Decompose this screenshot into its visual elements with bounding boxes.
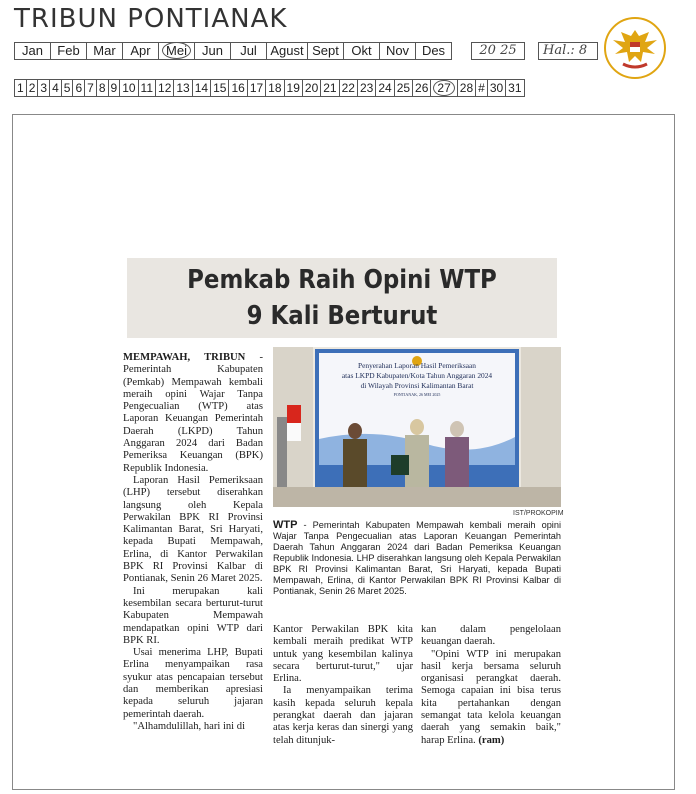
day-26[interactable]: 26: [412, 79, 431, 97]
day-12[interactable]: 12: [155, 79, 174, 97]
paragraph: Laporan Hasil Pemeriksaan (LHP) tersebut diserahkan langsung oleh Kepala Perwakilan BPK RI Provinsi Kalimantan Barat, Sri Haryati, kepada Bupati Mempawah, Erlina, di Kantor Perwakilan BPK RI Provinsi Kalbar di Pontianak, Senin 26 Maret 2025.: [123, 474, 263, 585]
month-okt[interactable]: Okt: [343, 42, 380, 60]
day-17[interactable]: 17: [247, 79, 266, 97]
day-15[interactable]: 15: [210, 79, 229, 97]
day-1[interactable]: 1: [14, 79, 27, 97]
photo-credit: IST/PROKOPIM: [513, 510, 564, 517]
month-des[interactable]: Des: [415, 42, 452, 60]
paragraph: Ini merupakan kali kesembilan secara berturut-turut Kabupaten Mempawah mendapatkan opini WTP dari BPK RI.: [123, 585, 263, 646]
day-30[interactable]: 30: [487, 79, 506, 97]
day-8[interactable]: 8: [96, 79, 109, 97]
news-clipping: [123, 254, 563, 754]
caption-text: - Pemerintah Kabupaten Mempawah kembali meraih opini Wajar Tanpa Pengecualian atas Laporan Keuangan Pemerintah Daerah Tahun Anggaran 2024 dari Badan Pemeriksa Keuangan Republik Indonesia. LHP diserahkan langsung oleh Kepala Perwakilan BPK RI Provinsi Kalimantan Barat, Sri Haryati, kepada Bupati Mempawah, Erlina, di Kantor Perwakilan BPK RI Provinsi Kalbar di Pontianak, Senin 26 Maret 2025.: [273, 520, 561, 596]
day-7[interactable]: 7: [84, 79, 97, 97]
day-18[interactable]: 18: [265, 79, 284, 97]
month-mar[interactable]: Mar: [86, 42, 123, 60]
month-jun[interactable]: Jun: [194, 42, 231, 60]
headline: [153, 262, 531, 334]
headline-block: [127, 258, 557, 338]
month-agust[interactable]: Agust: [266, 42, 308, 60]
day-23[interactable]: 23: [357, 79, 376, 97]
paragraph: "Alhamdulillah, hari ini di: [133, 720, 246, 732]
day-14[interactable]: 14: [192, 79, 211, 97]
day-31[interactable]: 31: [505, 79, 524, 97]
author-signature: (ram): [478, 734, 505, 746]
headline-line-1: Pemkab Raih Opini WTP: [187, 265, 497, 295]
selected-month: Mei: [162, 42, 191, 59]
photo-banner-text: [323, 361, 511, 399]
day-19[interactable]: 19: [284, 79, 303, 97]
selected-day: 27: [433, 80, 454, 96]
day-27[interactable]: [430, 79, 457, 97]
month-sept[interactable]: Sept: [307, 42, 344, 60]
day-21[interactable]: 21: [320, 79, 339, 97]
day-29[interactable]: #: [475, 79, 488, 97]
publication-title: TRIBUN PONTIANAK: [14, 4, 288, 34]
day-5[interactable]: 5: [61, 79, 74, 97]
paragraph: kan dalam pengelolaan keuangan daerah.: [421, 624, 561, 648]
banner-place-date: PONTIANAK, 26 MEI 2025: [393, 392, 441, 397]
paragraph: "Opini WTP ini merupakan hasil kerja bersama seluruh organisasi perangkat daerah. Semoga capaian ini bisa terus kita pertahankan dengan semangat tata kelola keuangan daerah yang semakin baik," harap Erlina.: [421, 648, 561, 746]
month-nov[interactable]: Nov: [379, 42, 416, 60]
paragraph: Usai menerima LHP, Bupati Erlina menyampaikan rasa syukur atas pencapaian tersebut dan memberikan apresiasi kepada seluruh jajaran pemerintah daerah.: [123, 647, 263, 720]
day-25[interactable]: 25: [394, 79, 413, 97]
month-jul[interactable]: Jul: [230, 42, 267, 60]
paragraph: Kantor Perwakilan BPK kita kembali meraih predikat WTP untuk yang kesembilan kalinya secara berturut-turut," ujar Erlina.: [273, 624, 413, 685]
month-jan[interactable]: Jan: [14, 42, 51, 60]
day-20[interactable]: 20: [302, 79, 321, 97]
article-column-3: [421, 624, 561, 747]
garuda-emblem-icon: [603, 16, 667, 80]
day-6[interactable]: 6: [72, 79, 85, 97]
paragraph: - Pemerintah Kabupaten (Pemkab) Mempawah kembali meraih opini Wajar Tanpa Pengecualian (WTP) atas Laporan Keuangan Pemerintah Daerah (LKPD) Tahun Anggaran 2024 dari Badan Pemeriksa Keuangan (BPK) Republik Indonesia.: [123, 352, 263, 474]
day-24[interactable]: 24: [375, 79, 394, 97]
day-16[interactable]: 16: [228, 79, 247, 97]
article-column-2: [273, 624, 413, 747]
banner-line-2: atas LKPD Kabupaten/Kota Tahun Anggaran 2024: [341, 371, 493, 380]
day-22[interactable]: 22: [339, 79, 358, 97]
month-apr[interactable]: Apr: [122, 42, 159, 60]
day-3[interactable]: 3: [37, 79, 50, 97]
day-10[interactable]: 10: [119, 79, 138, 97]
day-28[interactable]: 28: [457, 79, 476, 97]
month-feb[interactable]: Feb: [50, 42, 87, 60]
day-11[interactable]: 11: [138, 79, 156, 97]
day-9[interactable]: 9: [108, 79, 121, 97]
day-2[interactable]: 2: [26, 79, 39, 97]
day-selector: [14, 79, 525, 97]
headline-line-2: 9 Kali Berturut: [246, 301, 438, 331]
month-mei[interactable]: [158, 42, 195, 60]
day-13[interactable]: 13: [173, 79, 192, 97]
article-column-1: [123, 352, 263, 733]
caption-lead: WTP: [273, 519, 298, 531]
paragraph: Ia menyampaikan terima kasih kepada seluruh kepala perangkat daerah dan jajaran atas kerja keras dan sinergi yang telah ditunjuk-: [273, 685, 413, 746]
page-field[interactable]: Hal.: 8: [538, 42, 598, 60]
day-4[interactable]: 4: [49, 79, 62, 97]
dateline: MEMPAWAH, TRIBUN: [123, 352, 246, 363]
banner-line-3: di Wilayah Provinsi Kalimantan Barat: [360, 381, 474, 390]
month-selector: [14, 42, 452, 60]
photo-caption: [273, 520, 561, 597]
banner-line-1: Penyerahan Laporan Hasil Pemeriksaan: [357, 361, 476, 370]
article-photo: [273, 347, 561, 507]
year-field[interactable]: 20 25: [471, 42, 525, 60]
